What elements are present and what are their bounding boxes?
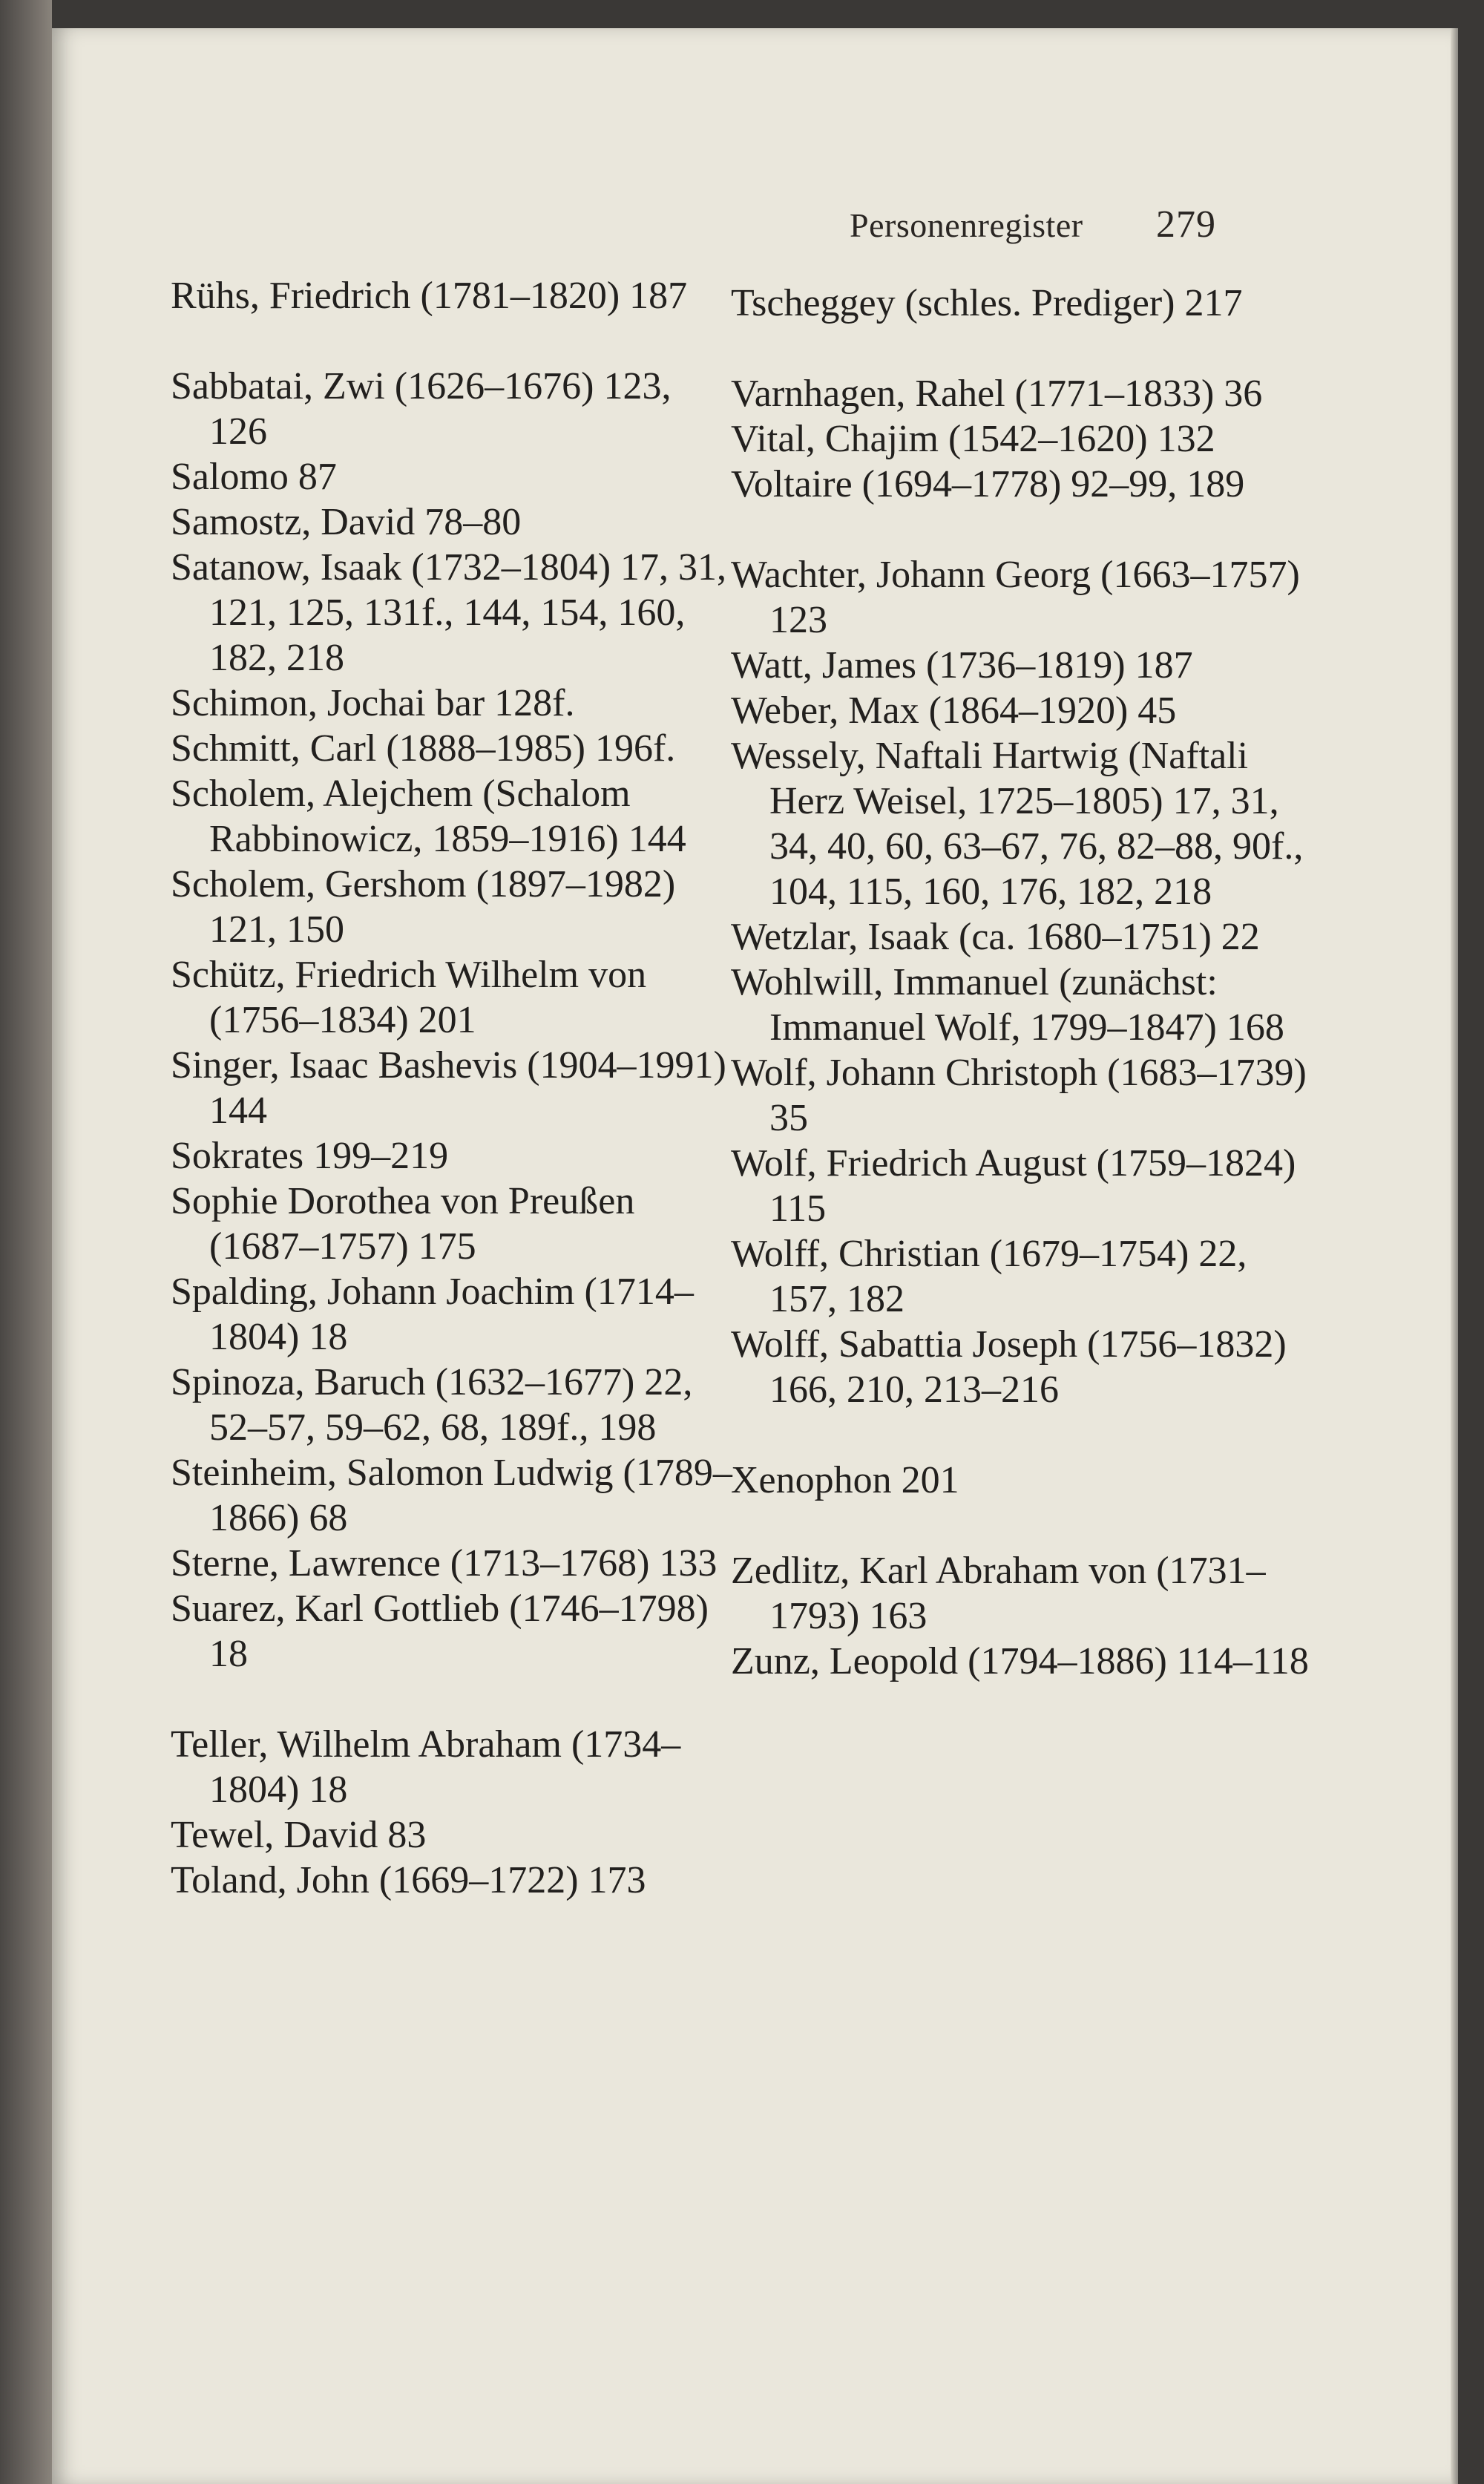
index-entry: Scholem, Alejchem (Schalom Rabbinowicz, 1859–1916) 144 <box>171 773 686 860</box>
index-entry: Tscheggey (schles. Prediger) 217 <box>731 282 1243 324</box>
running-header <box>52 195 1451 247</box>
index-entry: Wetzlar, Isaak (ca. 1680–1751) 22 <box>731 916 1260 958</box>
index-entry: Schimon, Jochai bar 128f. <box>171 682 575 724</box>
index-entry: Xenophon 201 <box>731 1459 959 1501</box>
index-entry: Sophie Dorothea von Preußen (1687–1757) 175 <box>171 1180 635 1268</box>
index-entry: Toland, John (1669–1722) 173 <box>171 1859 646 1901</box>
index-entry: Wolf, Friedrich August (1759–1824) 115 <box>731 1142 1296 1230</box>
index-entry: Spalding, Johann Joachim (1714–1804) 18 <box>171 1271 694 1358</box>
index-entry: Voltaire (1694–1778) 92–99, 189 <box>731 463 1245 505</box>
index-entry: Rühs, Friedrich (1781–1820) 187 <box>171 275 688 317</box>
index-entry: Spinoza, Baruch (1632–1677) 22, 52–57, 59–62, 68, 189f., 198 <box>171 1361 693 1449</box>
index-entry: Wolf, Johann Christoph (1683–1739) 35 <box>731 1052 1307 1139</box>
index-entry: Wolff, Christian (1679–1754) 22, 157, 182 <box>731 1233 1247 1320</box>
index-entry: Steinheim, Salomon Ludwig (1789–1866) 68 <box>171 1452 732 1539</box>
page-edge <box>1451 28 1458 2484</box>
index-entry: Satanow, Isaak (1732–1804) 17, 31, 121, 125, 131f., 144, 154, 160, 182, 218 <box>171 546 727 679</box>
index-entry: Singer, Isaac Bashevis (1904–1991) 144 <box>171 1044 726 1132</box>
index-entry: Suarez, Karl Gottlieb (1746–1798) 18 <box>171 1587 709 1675</box>
index-entry: Wessely, Naftali Hartwig (Naftali Herz Weisel, 1725–1805) 17, 31, 34, 40, 60, 63–67, 76, 82–88, 90f., 104, 115, 160, 176, 182, 218 <box>731 735 1304 913</box>
index-entry: Sokrates 199–219 <box>171 1135 449 1177</box>
index-entry: Sterne, Lawrence (1713–1768) 133 <box>171 1542 718 1585</box>
index-entry: Salomo 87 <box>171 456 337 498</box>
index-entry: Vital, Chajim (1542–1620) 132 <box>731 418 1215 460</box>
index-entry: Wachter, Johann Georg (1663–1757) 123 <box>731 554 1300 641</box>
index-entry: Varnhagen, Rahel (1771–1833) 36 <box>731 373 1263 415</box>
book-page <box>52 28 1451 2484</box>
index-entry: Schmitt, Carl (1888–1985) 196f. <box>171 727 676 770</box>
index-entry: Watt, James (1736–1819) 187 <box>731 644 1193 686</box>
index-entry: Teller, Wilhelm Abraham (1734–1804) 18 <box>171 1723 681 1811</box>
index-entry: Sabbatai, Zwi (1626–1676) 123, 126 <box>171 365 672 453</box>
index-entry: Schütz, Friedrich Wilhelm von (1756–1834) 201 <box>171 954 647 1041</box>
index-entry: Zedlitz, Karl Abraham von (1731–1793) 163 <box>731 1550 1266 1637</box>
index-entry: Scholem, Gershom (1897–1982) 121, 150 <box>171 863 676 951</box>
index-entry: Samostz, David 78–80 <box>171 501 522 543</box>
page-number: 279 <box>1156 203 1216 246</box>
index-entry: Zunz, Leopold (1794–1886) 114–118 <box>731 1640 1309 1682</box>
index-column-right <box>731 281 1310 1684</box>
index-entry: Wohlwill, Immanuel (zunächst: Immanuel Wolf, 1799–1847) 168 <box>731 961 1284 1049</box>
index-entry: Tewel, David 83 <box>171 1814 427 1856</box>
page-title: Personenregister <box>850 206 1083 244</box>
index-column-left <box>171 273 735 1903</box>
book-spine <box>0 0 52 2484</box>
index-entry: Wolff, Sabattia Joseph (1756–1832) 166, 210, 213–216 <box>731 1323 1287 1411</box>
index-entry: Weber, Max (1864–1920) 45 <box>731 689 1177 732</box>
